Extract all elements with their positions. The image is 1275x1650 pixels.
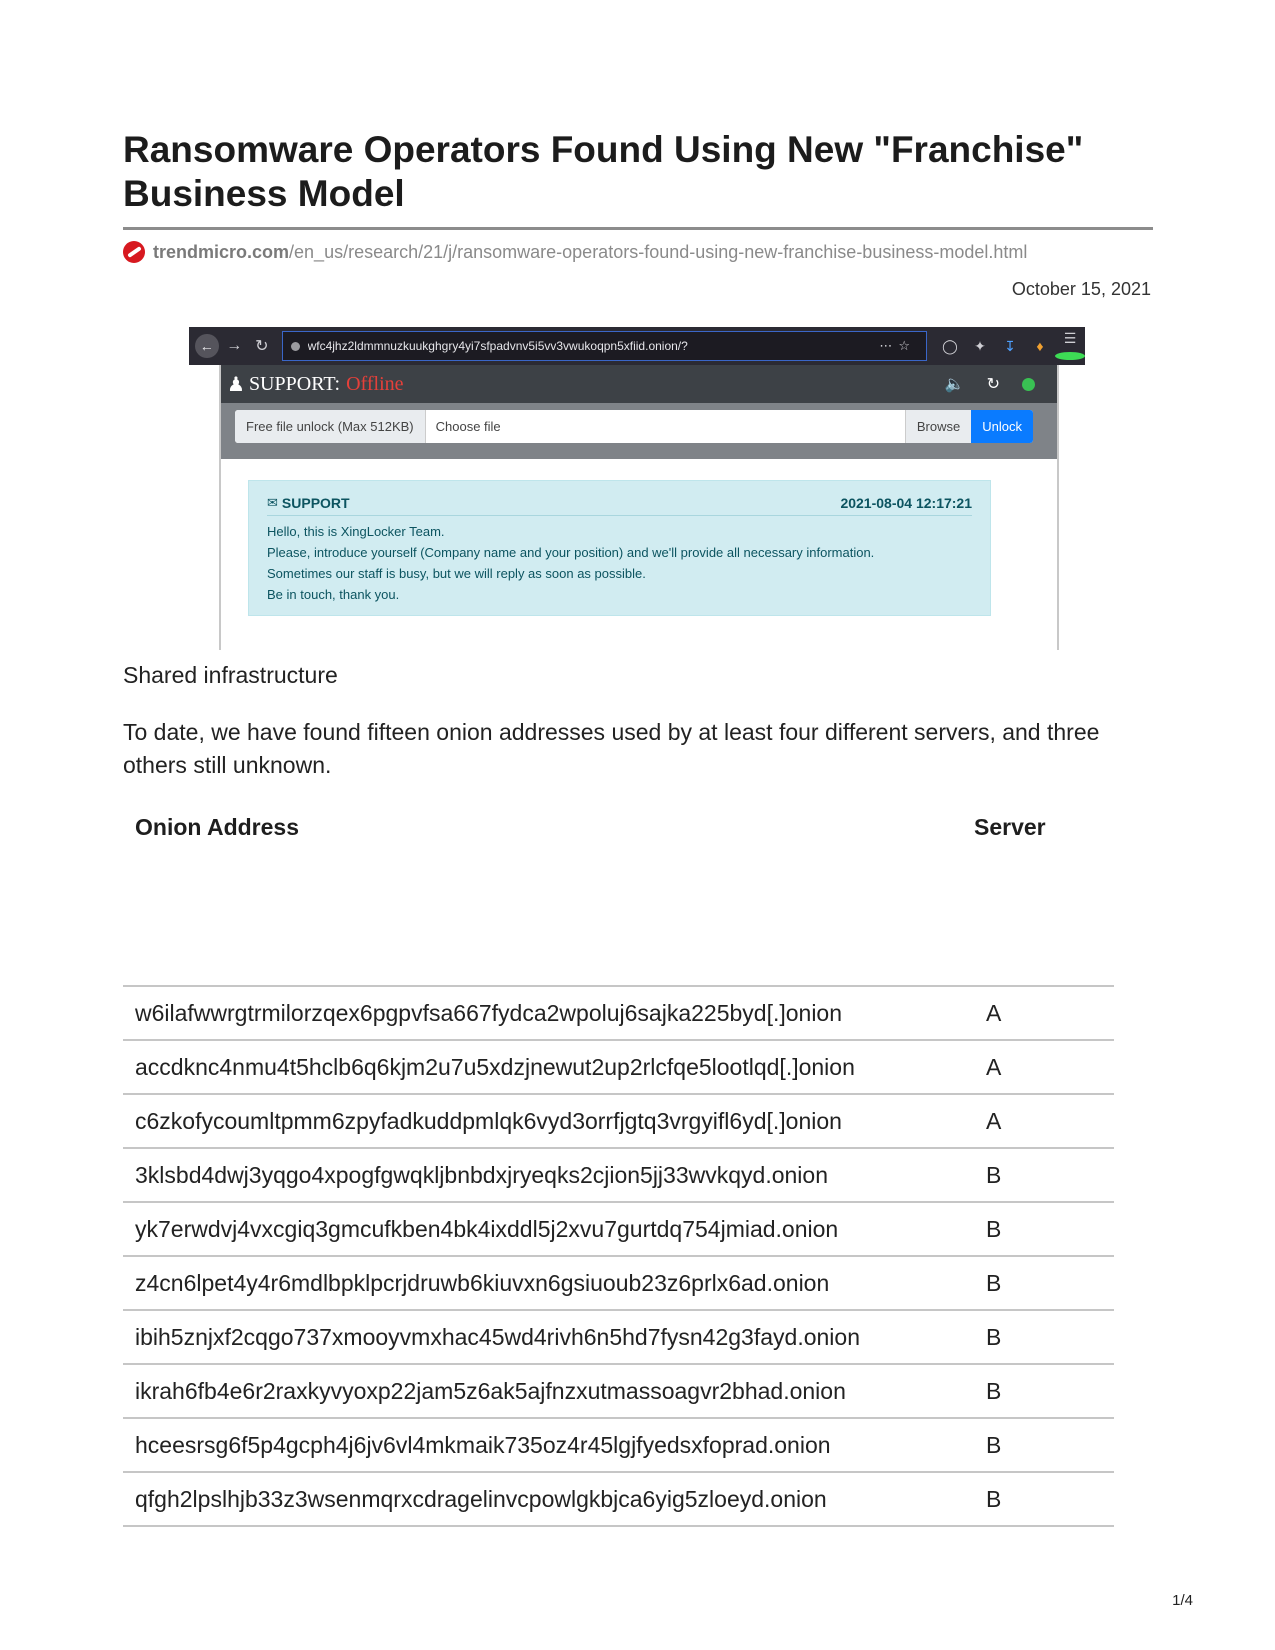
page-number: 1/4: [1172, 1592, 1193, 1609]
column-header-server: Server: [974, 814, 1046, 840]
message-line: Sometimes our staff is busy, but we will reply as soon as possible.: [267, 566, 646, 581]
message-timestamp: 2021-08-04 12:17:21: [840, 495, 972, 511]
body-paragraph: To date, we have found fifteen onion addresses used by at least four different servers, and three others still unknown.: [123, 719, 1100, 778]
page-actions-icon: ⋯☆: [879, 338, 916, 353]
upload-strip: [221, 403, 1057, 459]
source-path[interactable]: /en_us/research/21/j/ransomware-operators-found-using-new-franchise-business-model.html: [289, 241, 1028, 262]
support-label: SUPPORT:: [248, 372, 341, 395]
server-cell: A: [986, 1053, 1002, 1080]
server-cell: B: [986, 1431, 1002, 1458]
forward-arrow-icon: →: [226, 337, 243, 354]
message-sender: SUPPORT: [281, 495, 350, 511]
site-info-icon: [291, 342, 300, 351]
sparkle-icon: ✦: [974, 337, 986, 354]
trendmicro-logo-icon: [123, 241, 145, 263]
envelope-icon: ✉: [267, 495, 278, 510]
message-line: Be in touch, thank you.: [267, 587, 400, 602]
onion-address-cell: qfgh2lpslhjb33z3wsenmqrxcdragelinvcpowlgkbjca6yig5zloeyd.onion: [135, 1485, 827, 1512]
shield-icon: ◯: [942, 337, 958, 354]
browse-button: Browse: [905, 410, 971, 443]
table-row: [123, 1363, 1114, 1417]
user-icon: ♟: [227, 373, 245, 396]
server-cell: B: [986, 1269, 1002, 1296]
server-cell: B: [986, 1377, 1002, 1404]
title-divider: [123, 227, 1153, 230]
onion-address-cell: yk7erwdvj4vxcgiq3gmcufkben4bk4ixddl5j2xvu7gurtdq754jmiad.onion: [135, 1215, 839, 1242]
table-row: [123, 1255, 1114, 1309]
refresh-icon: ↻: [986, 376, 1000, 393]
onion-address-cell: 3klsbd4dwj3yqgo4xpogfgwqkljbnbdxjryeqks2cjion5jj33wvkqyd.onion: [135, 1161, 828, 1188]
section-heading: Shared infrastructure: [123, 662, 338, 688]
server-cell: B: [986, 1215, 1002, 1242]
onion-address-cell: ibih5znjxf2cqgo737xmooyvmxhac45wd4rivh6n5hd7fysn42g3fayd.onion: [135, 1323, 860, 1350]
table-row: [123, 1309, 1114, 1363]
onion-address-cell: hceesrsg6f5p4gcph4j6jv6vl4mkmaik735oz4r45lgjfyedsxfoprad.onion: [135, 1431, 831, 1458]
server-cell: B: [986, 1323, 1002, 1350]
source-line: [123, 240, 1027, 264]
message-line: Please, introduce yourself (Company name and your position) and we'll provide all necessary information.: [267, 545, 875, 560]
server-cell: A: [986, 999, 1002, 1026]
onion-address-cell: c6zkofycoumltpmm6zpyfadkuddpmlqk6vyd3orrfjgtq3vrgyifl6yd[.]onion: [135, 1107, 842, 1134]
table-row: [123, 1147, 1114, 1201]
sound-icon: 🔈: [944, 376, 965, 393]
source-domain[interactable]: trendmicro.com: [153, 241, 290, 262]
onion-address-cell: w6ilafwwrgtrmilorzqex6pgpvfsa667fydca2wpoluj6sajka225byd[.]onion: [135, 999, 843, 1026]
back-arrow-icon: ←: [195, 334, 219, 358]
upload-label: Free file unlock (Max 512KB): [235, 410, 426, 443]
server-cell: A: [986, 1107, 1002, 1134]
file-unlock-form: [235, 410, 1033, 443]
table-row: [123, 985, 1114, 1039]
unlock-button: Unlock: [971, 410, 1033, 443]
table-row: [123, 1471, 1114, 1525]
download-icon: ↧: [1004, 337, 1016, 354]
column-header-onion-address: Onion Address: [135, 814, 299, 840]
onion-address-cell: z4cn6lpet4y4r6mdlbpklpcrjdruwb6kiuvxn6gsiuoub23z6prlx6ad.onion: [135, 1269, 830, 1296]
status-offline: Offline: [346, 372, 404, 395]
address-bar: [282, 331, 927, 361]
publish-date: October 15, 2021: [1011, 279, 1151, 299]
extension-icon: ♦: [1036, 338, 1044, 354]
onion-address-cell: accdknc4nmu4t5hclb6q6kjm2u7u5xdzjnewut2up2rlcfqe5lootlqd[.]onion: [135, 1053, 855, 1080]
table-bottom-border: [123, 1525, 1114, 1527]
support-header: [221, 365, 1057, 403]
reload-icon: ↻: [255, 338, 269, 355]
server-cell: B: [986, 1161, 1002, 1188]
status-dot-icon: [1022, 378, 1035, 391]
article-title: Ransomware Operators Found Using New "Franchise" Business Model: [123, 129, 1084, 214]
browser-toolbar: [189, 327, 1085, 365]
ransom-portal-screenshot: [189, 327, 1085, 650]
message-body: [267, 521, 874, 605]
table-row: [123, 1093, 1114, 1147]
onion-address-cell: ikrah6fb4e6r2raxkyvyoxp22jam5z6ak5ajfnzxutmassoagvr2bhad.onion: [135, 1377, 846, 1404]
table-row: [123, 1417, 1114, 1471]
file-input: Choose file: [435, 419, 501, 434]
server-cell: B: [986, 1485, 1002, 1512]
table-row: [123, 1039, 1114, 1093]
address-bar-url: wfc4jhz2ldmmnuzkuukghgry4yi7sfpadvnv5i5vv3vwukoqpn5xfiid.onion/?: [307, 339, 688, 353]
portal-page: [219, 365, 1059, 650]
support-message: [248, 480, 991, 616]
menu-icon: ☰: [1055, 330, 1085, 363]
table-row: [123, 1201, 1114, 1255]
message-line: Hello, this is XingLocker Team.: [267, 524, 445, 539]
